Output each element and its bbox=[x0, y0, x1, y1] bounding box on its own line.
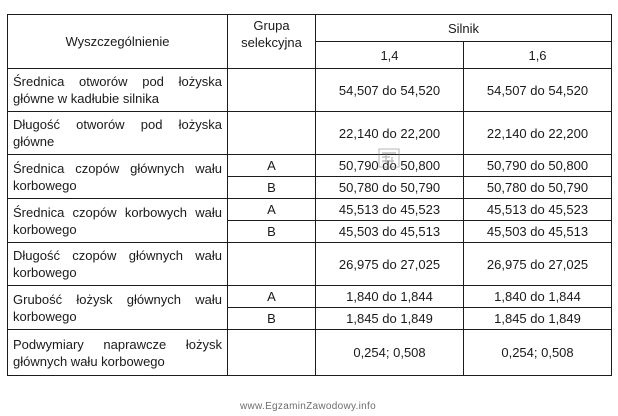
row-description: Grubość łożysk głównych wału korbowego bbox=[8, 286, 228, 330]
row-group: B bbox=[228, 177, 316, 199]
table-row bbox=[8, 69, 612, 112]
row-description: Średnica otworów pod łożyska główne w kadłubie silnika bbox=[8, 69, 228, 112]
value-engine-1-4: 54,507 do 54,520 bbox=[316, 69, 464, 112]
row-description: Średnica czopów korbowych wału korbowego bbox=[8, 199, 228, 243]
value-engine-1-4: 22,140 do 22,200 bbox=[316, 112, 464, 155]
watermark-stamp-icon bbox=[378, 148, 400, 168]
row-description: Średnica czopów głównych wału korbowego bbox=[8, 155, 228, 199]
value-engine-1-6: 50,780 do 50,790 bbox=[464, 177, 612, 199]
value-engine-1-6: 45,503 do 45,513 bbox=[464, 221, 612, 243]
value-engine-1-4: 45,503 do 45,513 bbox=[316, 221, 464, 243]
value-engine-1-4: 0,254; 0,508 bbox=[316, 330, 464, 376]
table-row bbox=[8, 243, 612, 286]
value-engine-1-4: 1,840 do 1,844 bbox=[316, 286, 464, 308]
value-engine-1-4: 50,790 do 50,800 bbox=[316, 155, 464, 177]
watermark-text: www.EgzaminZawodowy.info bbox=[240, 401, 376, 412]
value-engine-1-4: 26,975 do 27,025 bbox=[316, 243, 464, 286]
row-group: A bbox=[228, 286, 316, 308]
value-engine-1-6: 45,513 do 45,523 bbox=[464, 199, 612, 221]
row-group: B bbox=[228, 308, 316, 330]
header-description: Wyszczególnienie bbox=[8, 15, 228, 69]
value-engine-1-6: 0,254; 0,508 bbox=[464, 330, 612, 376]
row-group: B bbox=[228, 221, 316, 243]
value-engine-1-6: 50,790 do 50,800 bbox=[464, 155, 612, 177]
row-group bbox=[228, 112, 316, 155]
value-engine-1-4: 1,845 do 1,849 bbox=[316, 308, 464, 330]
header-group: Grupa selekcyjna bbox=[228, 15, 316, 69]
value-engine-1-6: 1,845 do 1,849 bbox=[464, 308, 612, 330]
row-group: A bbox=[228, 199, 316, 221]
value-engine-1-4: 50,780 do 50,790 bbox=[316, 177, 464, 199]
table-row bbox=[8, 112, 612, 155]
value-engine-1-4: 45,513 do 45,523 bbox=[316, 199, 464, 221]
row-description: Podwymiary naprawcze łożysk głównych wału korbowego bbox=[8, 330, 228, 376]
header-engine-1-6: 1,6 bbox=[464, 42, 612, 69]
value-engine-1-6: 22,140 do 22,200 bbox=[464, 112, 612, 155]
row-description: Długość otworów pod łożyska główne bbox=[8, 112, 228, 155]
header-engine: Silnik bbox=[316, 15, 612, 42]
row-group bbox=[228, 69, 316, 112]
header-engine-1-4: 1,4 bbox=[316, 42, 464, 69]
table-row bbox=[8, 155, 612, 177]
row-group: A bbox=[228, 155, 316, 177]
table-row bbox=[8, 199, 612, 221]
row-group bbox=[228, 330, 316, 376]
table-row bbox=[8, 330, 612, 376]
value-engine-1-6: 26,975 do 27,025 bbox=[464, 243, 612, 286]
value-engine-1-6: 54,507 do 54,520 bbox=[464, 69, 612, 112]
table-row bbox=[8, 286, 612, 308]
value-engine-1-6: 1,840 do 1,844 bbox=[464, 286, 612, 308]
specification-table bbox=[7, 14, 612, 376]
row-group bbox=[228, 243, 316, 286]
row-description: Długość czopów głównych wału korbowego bbox=[8, 243, 228, 286]
